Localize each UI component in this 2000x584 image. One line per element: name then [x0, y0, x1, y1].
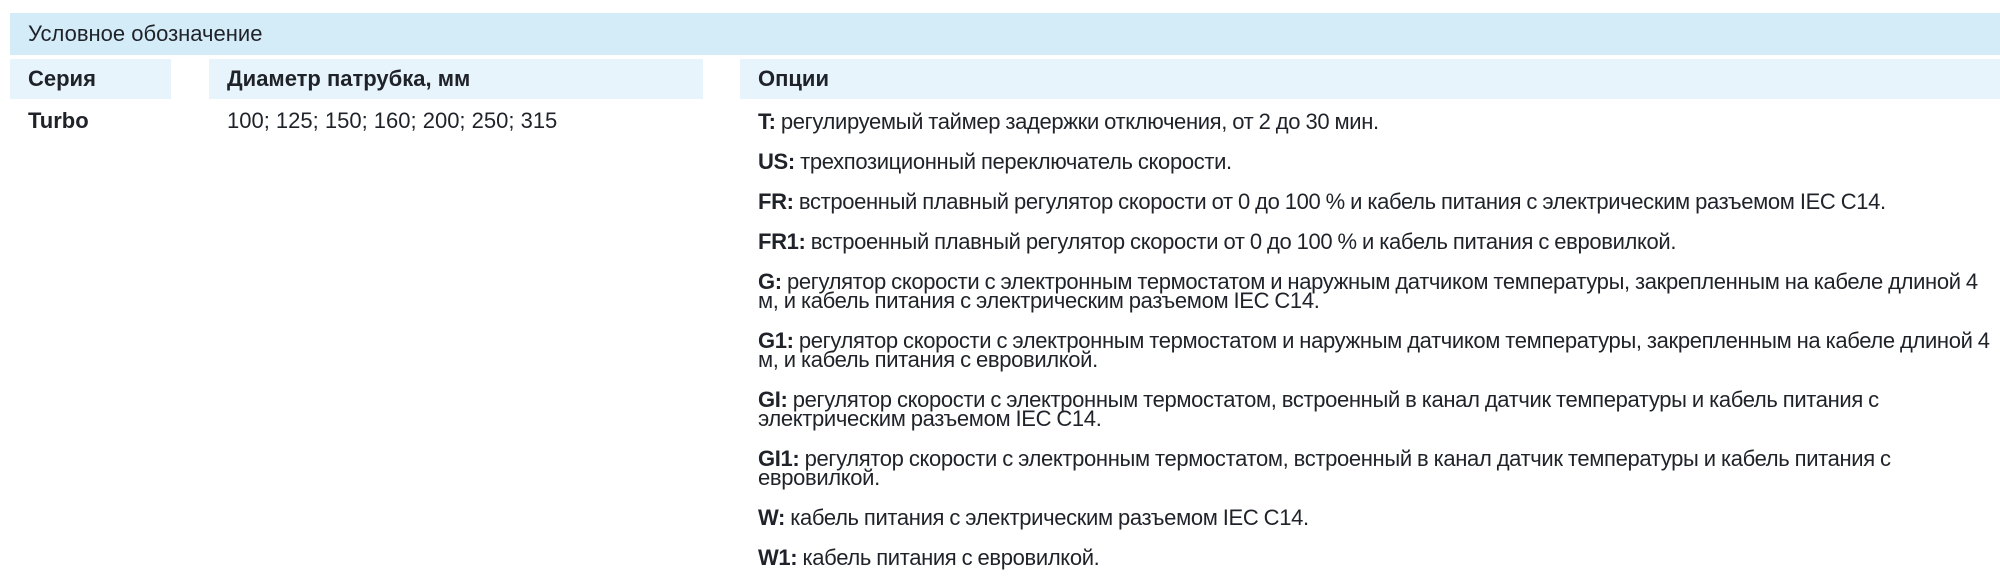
option-description: регулятор скорости с электронным термостатом и наружным датчиком температуры, закрепленным на кабеле длиной 4 м, и кабель питания с электрическим разъемом IEC C14. — [758, 269, 1978, 313]
option-description: встроенный плавный регулятор скорости от 0 до 100 % и кабель питания с евровилкой. — [805, 229, 1677, 254]
option-description: кабель питания с электрическим разъемом IEC C14. — [785, 505, 1309, 530]
option-item — [758, 386, 1994, 431]
option-code: W: — [758, 505, 785, 530]
column-header-series — [10, 59, 171, 99]
option-description: кабель питания с евровилкой. — [797, 545, 1100, 570]
option-item — [758, 327, 1994, 372]
option-description: регулятор скорости с электронным термостатом, встроенный в канал датчик температуры и кабель питания с евровилкой. — [758, 446, 1891, 490]
option-item — [758, 188, 1994, 214]
option-code: G: — [758, 269, 782, 294]
option-item — [758, 544, 1994, 570]
options-list — [758, 108, 1994, 584]
option-description: встроенный плавный регулятор скорости от 0 до 100 % и кабель питания с электрическим разъемом IEC C14. — [793, 189, 1886, 214]
option-description: трехпозиционный переключатель скорости. — [794, 149, 1232, 174]
option-code: W1: — [758, 545, 798, 570]
option-code: FR1: — [758, 229, 806, 254]
option-code: US: — [758, 149, 795, 174]
option-item — [758, 268, 1994, 313]
column-header-diameter — [209, 59, 703, 99]
option-code: GI: — [758, 387, 788, 412]
option-code: G1: — [758, 328, 794, 353]
option-item — [758, 108, 1994, 134]
table-title-text: Условное обозначение — [28, 21, 263, 46]
column-header-options-label: Опции — [758, 66, 829, 91]
option-code: T: — [758, 109, 776, 134]
option-code: GI1: — [758, 446, 800, 471]
option-description: регулятор скорости с электронным термостатом и наружным датчиком температуры, закрепленным на кабеле длиной 4 м, и кабель питания с евровилкой. — [758, 328, 1990, 372]
option-item — [758, 148, 1994, 174]
column-header-diameter-label: Диаметр патрубка, мм — [227, 66, 471, 91]
diameter-cell: 100; 125; 150; 160; 200; 250; 315 — [227, 108, 558, 133]
table-title — [10, 13, 2000, 55]
column-header-series-label: Серия — [28, 66, 96, 91]
option-item — [758, 228, 1994, 254]
option-description: регулируемый таймер задержки отключения, от 2 до 30 мин. — [775, 109, 1379, 134]
option-description: регулятор скорости с электронным термостатом, встроенный в канал датчик температуры и кабель питания с электрическим разъемом IEC C14. — [758, 387, 1879, 431]
option-item — [758, 445, 1994, 490]
column-header-options — [740, 59, 2000, 99]
series-cell: Turbo — [28, 108, 89, 133]
option-item — [758, 504, 1994, 530]
option-code: FR: — [758, 189, 794, 214]
